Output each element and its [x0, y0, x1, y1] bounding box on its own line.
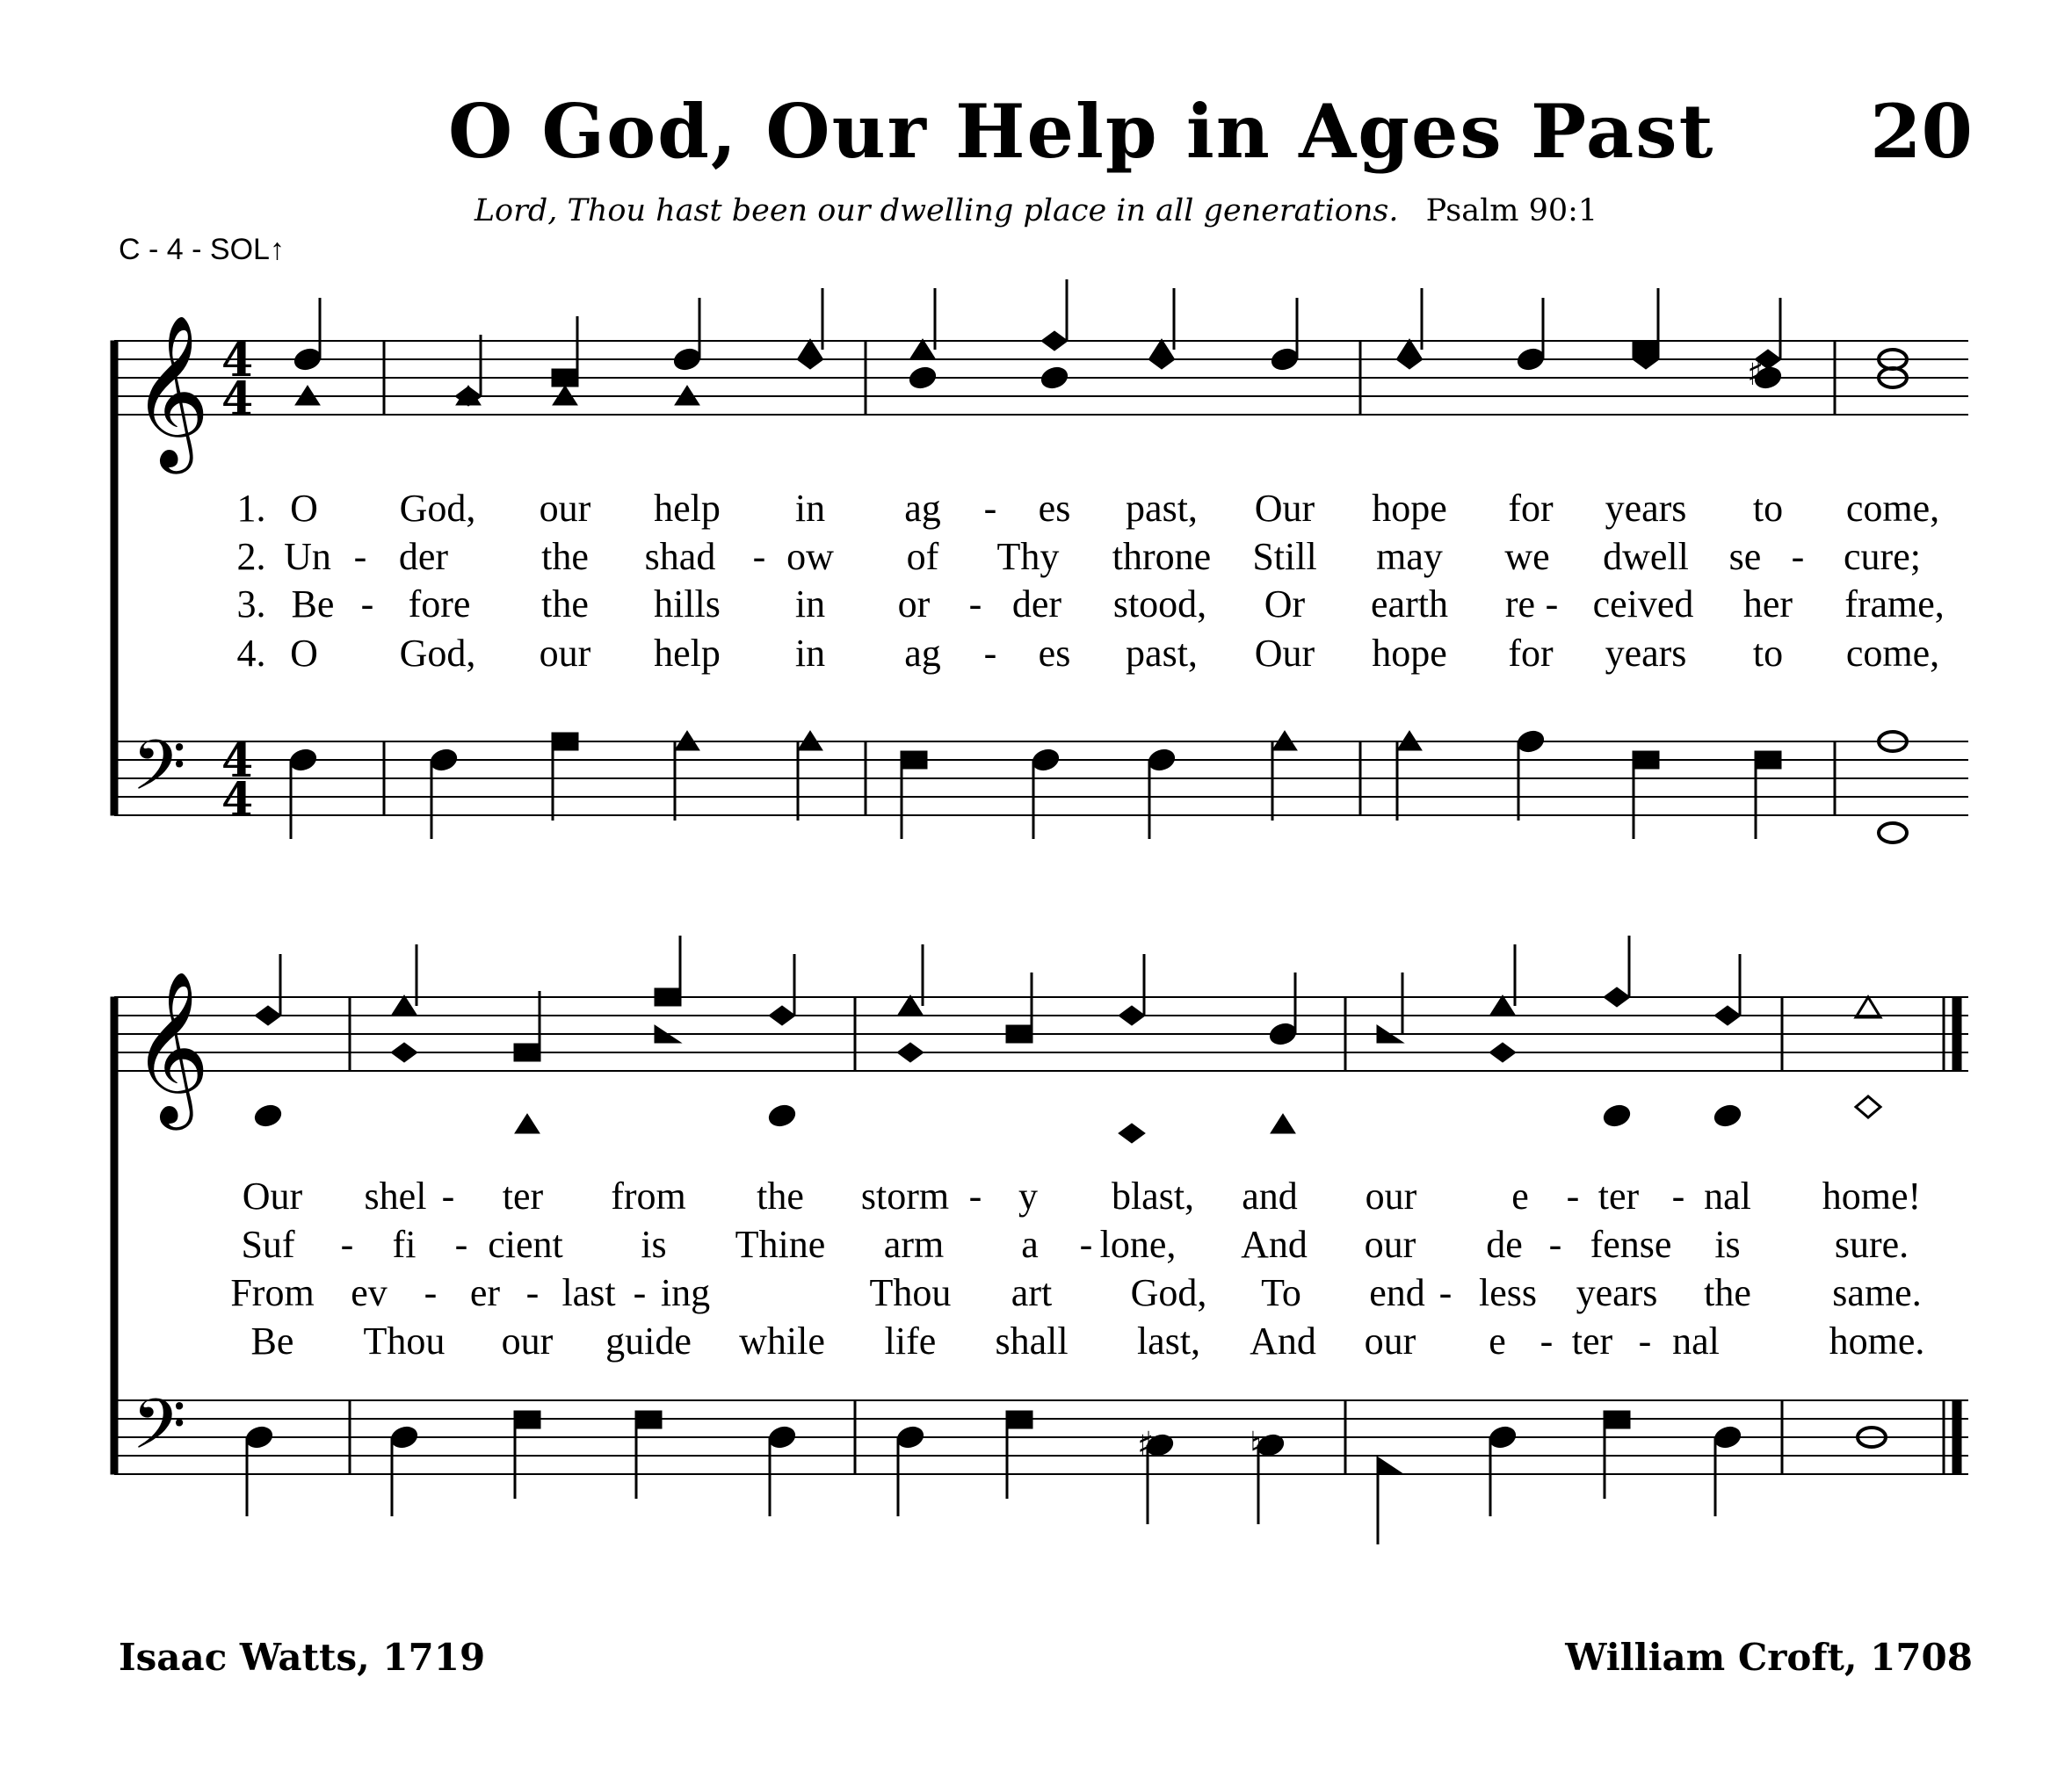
lyric-syllable: e: [1511, 1175, 1529, 1218]
lyric-syllable: -: [983, 632, 997, 675]
hymn-number: 20: [1870, 88, 1973, 175]
lyric-syllable: sure.: [1834, 1223, 1909, 1266]
lyric-syllable: -: [1079, 1223, 1093, 1266]
lyric-syllable: for: [1508, 632, 1554, 675]
lyric-syllable: years: [1576, 1271, 1658, 1314]
lyric-syllable: life: [884, 1320, 937, 1363]
lyric-syllable: God,: [1130, 1271, 1207, 1314]
lyric-syllable: -: [353, 535, 367, 578]
lyric-syllable: years: [1605, 632, 1687, 675]
lyric-syllable: ag: [904, 487, 941, 530]
lyric-syllable: der: [398, 535, 449, 578]
lyric-syllable: nal: [1704, 1175, 1751, 1218]
lyric-syllable: ceived: [1592, 582, 1694, 625]
lyric-syllable: -: [968, 582, 982, 625]
lyric-syllable: Our: [1254, 487, 1315, 530]
lyric-syllable: and: [1242, 1175, 1298, 1218]
lyric-syllable: earth: [1371, 582, 1448, 625]
lyric-syllable: de: [1486, 1223, 1523, 1266]
lyric-syllable: past,: [1126, 487, 1198, 530]
lyric-syllable: -: [968, 1175, 982, 1218]
lyric-syllable: es: [1038, 632, 1071, 675]
lyric-syllable: the: [541, 535, 589, 578]
lyric-syllable: fore: [408, 582, 471, 625]
time-signature-bottom: 4: [221, 372, 254, 426]
lyric-syllable: -: [633, 1271, 647, 1314]
lyric-syllable: Our: [242, 1175, 303, 1218]
lyric-syllable: arm: [883, 1223, 945, 1266]
lyric-syllable: throne: [1112, 535, 1212, 578]
lyric-syllable: home!: [1822, 1175, 1922, 1218]
lyric-syllable: shad: [644, 535, 716, 578]
lyric-syllable: ter: [1571, 1320, 1613, 1363]
lyric-syllable: -: [1540, 1320, 1554, 1363]
lyric-syllable: our: [1364, 1320, 1416, 1363]
time-signature-bottom: 4: [221, 773, 254, 827]
lyric-syllable: while: [739, 1320, 825, 1363]
lyric-syllable: -: [1791, 535, 1805, 578]
lyric-syllable: frame,: [1844, 582, 1945, 625]
lyric-syllable: is: [1714, 1223, 1741, 1266]
lyric-syllable: Thine: [735, 1223, 826, 1266]
lyric-syllable: God,: [399, 487, 476, 530]
lyric-syllable: O: [290, 487, 318, 530]
natural-icon: ♮: [1250, 1425, 1263, 1465]
lyric-syllable: may: [1376, 535, 1443, 578]
lyric-syllable: shall: [995, 1320, 1069, 1363]
lyric-syllable: -: [983, 487, 997, 530]
lyric-syllable: ter: [502, 1175, 544, 1218]
lyric-syllable: And: [1250, 1320, 1316, 1363]
lyric-syllable: help: [654, 632, 721, 675]
treble-clef-icon: 𝄞: [132, 971, 210, 1124]
lyric-syllable: es: [1038, 487, 1071, 530]
lyric-syllable: stood,: [1112, 582, 1207, 625]
lyric-syllable: help: [654, 487, 721, 530]
lyric-syllable: end: [1369, 1271, 1425, 1314]
bass-clef-icon: 𝄢: [132, 725, 186, 823]
lyric-syllable: Or: [1264, 582, 1306, 625]
lyric-syllable: shel: [364, 1175, 427, 1218]
lyric-syllable: 4.: [236, 632, 266, 675]
lyric-syllable: her: [1742, 582, 1793, 625]
lyric-syllable: -: [1438, 1271, 1453, 1314]
lyric-syllable: Suf: [241, 1223, 295, 1266]
author-credit: Isaac Watts, 1719: [119, 1636, 486, 1679]
lyric-syllable: 3.: [236, 582, 266, 625]
lyric-syllable: or: [897, 582, 931, 625]
key-code: C - 4 - SOL↑: [119, 233, 285, 266]
lyric-syllable: -: [441, 1175, 455, 1218]
lyric-syllable: the: [757, 1175, 804, 1218]
lyric-syllable: art: [1011, 1271, 1053, 1314]
lyric-syllable: we: [1504, 535, 1550, 578]
lyric-syllable: cient: [488, 1223, 563, 1266]
lyric-syllable: er: [469, 1271, 501, 1314]
lyric-syllable: To: [1261, 1271, 1301, 1314]
lyric-syllable: from: [611, 1175, 686, 1218]
lyric-syllable: -: [1548, 1223, 1562, 1266]
lyric-syllable: come,: [1845, 632, 1940, 675]
lyric-syllable: home.: [1829, 1320, 1925, 1363]
lyric-syllable: Be: [250, 1320, 294, 1363]
lyric-syllable: last,: [1136, 1320, 1201, 1363]
scripture-reference: Psalm 90:1: [1425, 193, 1598, 228]
sharp-icon: ♯: [1137, 1425, 1155, 1465]
lyric-syllable: -: [360, 582, 374, 625]
lyric-syllable: blast,: [1111, 1175, 1195, 1218]
lyric-syllable: -: [525, 1271, 540, 1314]
lyric-syllable: 1.: [236, 487, 266, 530]
lyric-syllable: -: [454, 1223, 468, 1266]
lyric-syllable: same.: [1832, 1271, 1922, 1314]
time-signature-top: 4: [221, 334, 254, 387]
lyric-syllable: -: [1638, 1320, 1652, 1363]
bass-clef-icon: 𝄢: [132, 1384, 186, 1482]
lyric-syllable: Thou: [363, 1320, 446, 1363]
lyric-syllable: our: [1365, 1175, 1417, 1218]
lyric-syllable: last: [561, 1271, 616, 1314]
lyric-syllable: fense: [1590, 1223, 1672, 1266]
lyric-syllable: God,: [399, 632, 476, 675]
lyric-syllable: ow: [786, 535, 834, 578]
lyric-syllable: ag: [904, 632, 941, 675]
lyric-syllable: ing: [660, 1271, 711, 1314]
lyric-syllable: -: [752, 535, 766, 578]
lyric-syllable: hills: [654, 582, 721, 625]
lyric-syllable: -: [340, 1223, 354, 1266]
lyric-syllable: -: [424, 1271, 438, 1314]
lyric-syllable: the: [541, 582, 589, 625]
lyric-syllable: se: [1728, 535, 1762, 578]
lyric-syllable: re: [1504, 582, 1536, 625]
lyric-syllable: of: [906, 535, 939, 578]
lyric-syllable: e: [1489, 1320, 1506, 1363]
lyric-syllable: ter: [1597, 1175, 1640, 1218]
lyric-syllable: come,: [1845, 487, 1940, 530]
lyric-syllable: O: [290, 632, 318, 675]
lyric-syllable: hope: [1372, 487, 1447, 530]
lyric-syllable: for: [1508, 487, 1554, 530]
lyric-syllable: is: [641, 1223, 667, 1266]
lyric-syllable: the: [1704, 1271, 1751, 1314]
lyric-syllable: -: [1671, 1175, 1685, 1218]
lyric-syllable: our: [539, 487, 591, 530]
lyric-syllable: hope: [1372, 632, 1447, 675]
lyric-syllable: Our: [1254, 632, 1315, 675]
lyric-syllable: our: [1364, 1223, 1416, 1266]
lyric-syllable: to: [1752, 487, 1784, 530]
lyric-syllable: Thou: [869, 1271, 952, 1314]
lyric-syllable: years: [1605, 487, 1687, 530]
lyric-syllable: less: [1479, 1271, 1537, 1314]
sharp-icon: ♯: [1747, 353, 1764, 394]
lyric-syllable: Thy: [996, 535, 1060, 578]
lyric-syllable: in: [794, 582, 826, 625]
lyric-syllable: From: [230, 1271, 315, 1314]
treble-clef-icon: 𝄞: [132, 315, 210, 467]
lyric-syllable: past,: [1126, 632, 1198, 675]
lyric-syllable: storm: [860, 1175, 950, 1218]
lyric-syllable: nal: [1672, 1320, 1720, 1363]
scripture-text: Lord, Thou hast been our dwelling place in all generations.: [474, 193, 1399, 228]
lyric-syllable: ev: [351, 1271, 388, 1314]
lyric-syllable: in: [794, 487, 826, 530]
lyric-syllable: cure;: [1844, 535, 1921, 578]
composer-credit: William Croft, 1708: [1565, 1636, 1973, 1679]
lyric-syllable: Still: [1252, 535, 1317, 578]
lyric-syllable: in: [794, 632, 826, 675]
lyric-syllable: our: [539, 632, 591, 675]
lyric-syllable: -: [1566, 1175, 1580, 1218]
lyric-syllable: der: [1011, 582, 1062, 625]
lyric-syllable: dwell: [1603, 535, 1689, 578]
lyric-syllable: Be: [291, 582, 335, 625]
lyric-syllable: And: [1241, 1223, 1308, 1266]
lyric-syllable: y: [1018, 1175, 1038, 1218]
lyric-syllable: fi: [392, 1223, 417, 1266]
lyric-syllable: lone,: [1099, 1223, 1177, 1266]
time-signature-top: 4: [221, 734, 254, 788]
lyric-syllable: Un: [284, 535, 331, 578]
hymn-title: O God, Our Help in Ages Past: [448, 88, 1715, 175]
lyric-syllable: a: [1021, 1223, 1039, 1266]
lyric-syllable: guide: [605, 1320, 692, 1363]
lyric-syllable: to: [1752, 632, 1784, 675]
lyric-syllable: our: [501, 1320, 554, 1363]
lyric-syllable: 2.: [236, 535, 266, 578]
lyric-syllable: -: [1545, 582, 1559, 625]
